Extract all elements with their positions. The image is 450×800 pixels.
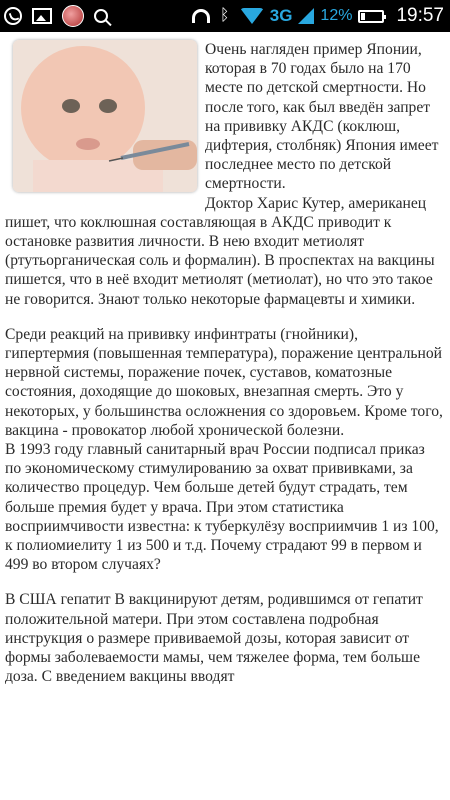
headphones-icon <box>192 9 210 23</box>
search-icon <box>94 9 108 23</box>
network-type: 3G <box>269 6 293 25</box>
bluetooth-icon: ᛒ <box>219 7 230 24</box>
battery-icon <box>358 10 384 23</box>
wifi-icon <box>240 8 264 24</box>
whatsapp-icon <box>4 7 22 25</box>
article <box>0 32 450 687</box>
battery-percent: 12% <box>320 7 353 24</box>
article-paragraph: В США гепатит В вакцинируют детям, родившимся от гепатит положительной матери. При этом составлена подробная инструкция о размере прививаемой дозы, которая зависит от формы заболеваемости мамы, чем тяжелее форма, тем больше доза. С введением вакцины вводят <box>5 591 423 686</box>
gallery-icon <box>32 8 52 24</box>
signal-icon <box>298 8 314 24</box>
article-paragraph: Доктор Харис Кутер, американец пишет, что коклюшная составляющая в АКДС приводит к остановке развития личности. В нею входит метиолят (ртутьорганическая соль и формалин). В проспектах на вакцины пишется, что в неё входит метиолят (метиолат), но что это такое не говорится. Знают только некоторые фармацевты и химики. <box>5 194 435 308</box>
article-paragraph: Среди реакций на прививку инфинтраты (гнойники), гипертермия (повышенная температура), поражение центральной нервной системы, поражение почек, суставов, коматозные состояния, доходящие до шоковых, внезапная смерть. Это у некоторых, у большинства осложнения со здоровьем. Кроме того, вакцина - провокатор любой хронической болезни. <box>5 325 443 439</box>
contact-avatar-icon <box>62 5 84 27</box>
baby-vaccination-photo <box>13 40 197 192</box>
clock: 19:57 <box>396 5 444 26</box>
article-paragraph: Очень нагляден пример Японии, которая в 70 годах было на 170 месте по детской смертности. Но после того, как был введён запрет на прививку АКДС (коклюш, дифтерия, столбняк) Япония имеет последнее место по детской смертности. <box>205 41 439 193</box>
status-bar <box>0 0 450 32</box>
article-paragraph: В 1993 году главный санитарный врач России подписал приказ по экономическому стимулированию за охват прививками, за количество процедур. Чем больше детей будут страдать, тем больше премия будет у врача. При этом статистика восприимчивости известна: к туберкулёзу восприимчив 1 из 100, к полиомиелиту 1 из 500 и т.д. Почему страдают 99 в первом и 499 во втором случаях? <box>5 441 439 574</box>
